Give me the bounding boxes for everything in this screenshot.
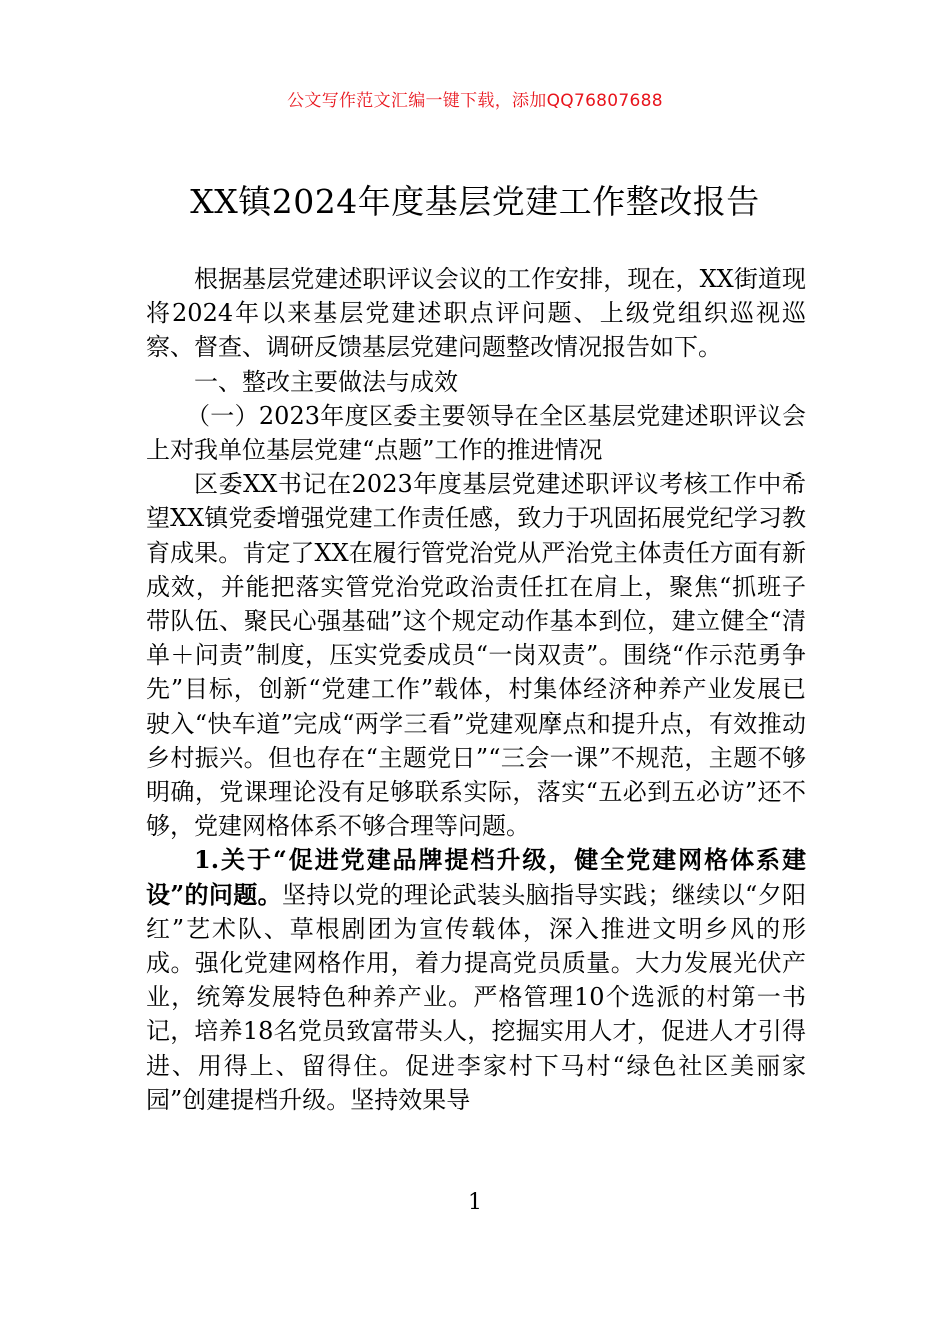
intro-paragraph: 根据基层党建述职评议会议的工作安排，现在，XX街道现将2024年以来基层党建述职点评问题、上级党组织巡视巡察、督查、调研反馈基层党建问题整改情况报告如下。 [146,265,806,362]
item-heading: 1.关于“促进党建品牌提档升级，健全党建网格体系建设”的问题。 [146,845,806,909]
item-body: 坚持以党的理论武装头脑指导实践；继续以“夕阳红”艺术队、草根剧团为宣传载体，深入推进文明乡风的形成。强化党建网格作用，着力提高党员质量。大力发展光伏产业，统筹发展特色种养产业。严格管理10个选派的村第一书记，培养18名党员致富带头人，挖掘实用人才，促进人才引得进、用得上、留得住。促进李家村下马村“绿色社区美丽家园”创建提档升级。坚持效果导 [146,880,806,1114]
section-heading: 一、整改主要做法与成效 [194,367,458,396]
subsection-body: 区委XX书记在2023年度基层党建述职评议考核工作中希望XX镇党委增强党建工作责任感，致力于巩固拓展党纪学习教育成果。肯定了XX在履行管党治党从严治党主体责任方面有新成效，并能把落实管党治党政治责任扛在肩上，聚焦“抓班子带队伍、聚民心强基础”这个规定动作基本到位，建立健全“清单＋问责”制度，压实党委成员“一岗双责”。围绕“作示范勇争先”目标，创新“党建工作”载体，村集体经济种养产业发展已驶入“快车道”完成“两学三看”党建观摩点和提升点，有效推动乡村振兴。但也存在“主题党日”“三会一课”不规范，主题不够明确，党课理论没有足够联系实际，落实“五必到五必访”还不够，党建网格体系不够合理等问题。 [146,470,806,841]
subsection-heading: （一）2023年度区委主要领导在全区基层党建述职评议会上对我单位基层党建“点题”工作的推进情况 [146,401,806,465]
page-title: XX镇2024年度基层党建工作整改报告 [190,182,760,221]
header-note: 公文写作范文汇编一键下载，添加QQ76807688 [287,91,663,111]
page-number: 1 [468,1190,482,1215]
item-paragraph [146,843,806,1117]
document-body [146,262,806,1117]
